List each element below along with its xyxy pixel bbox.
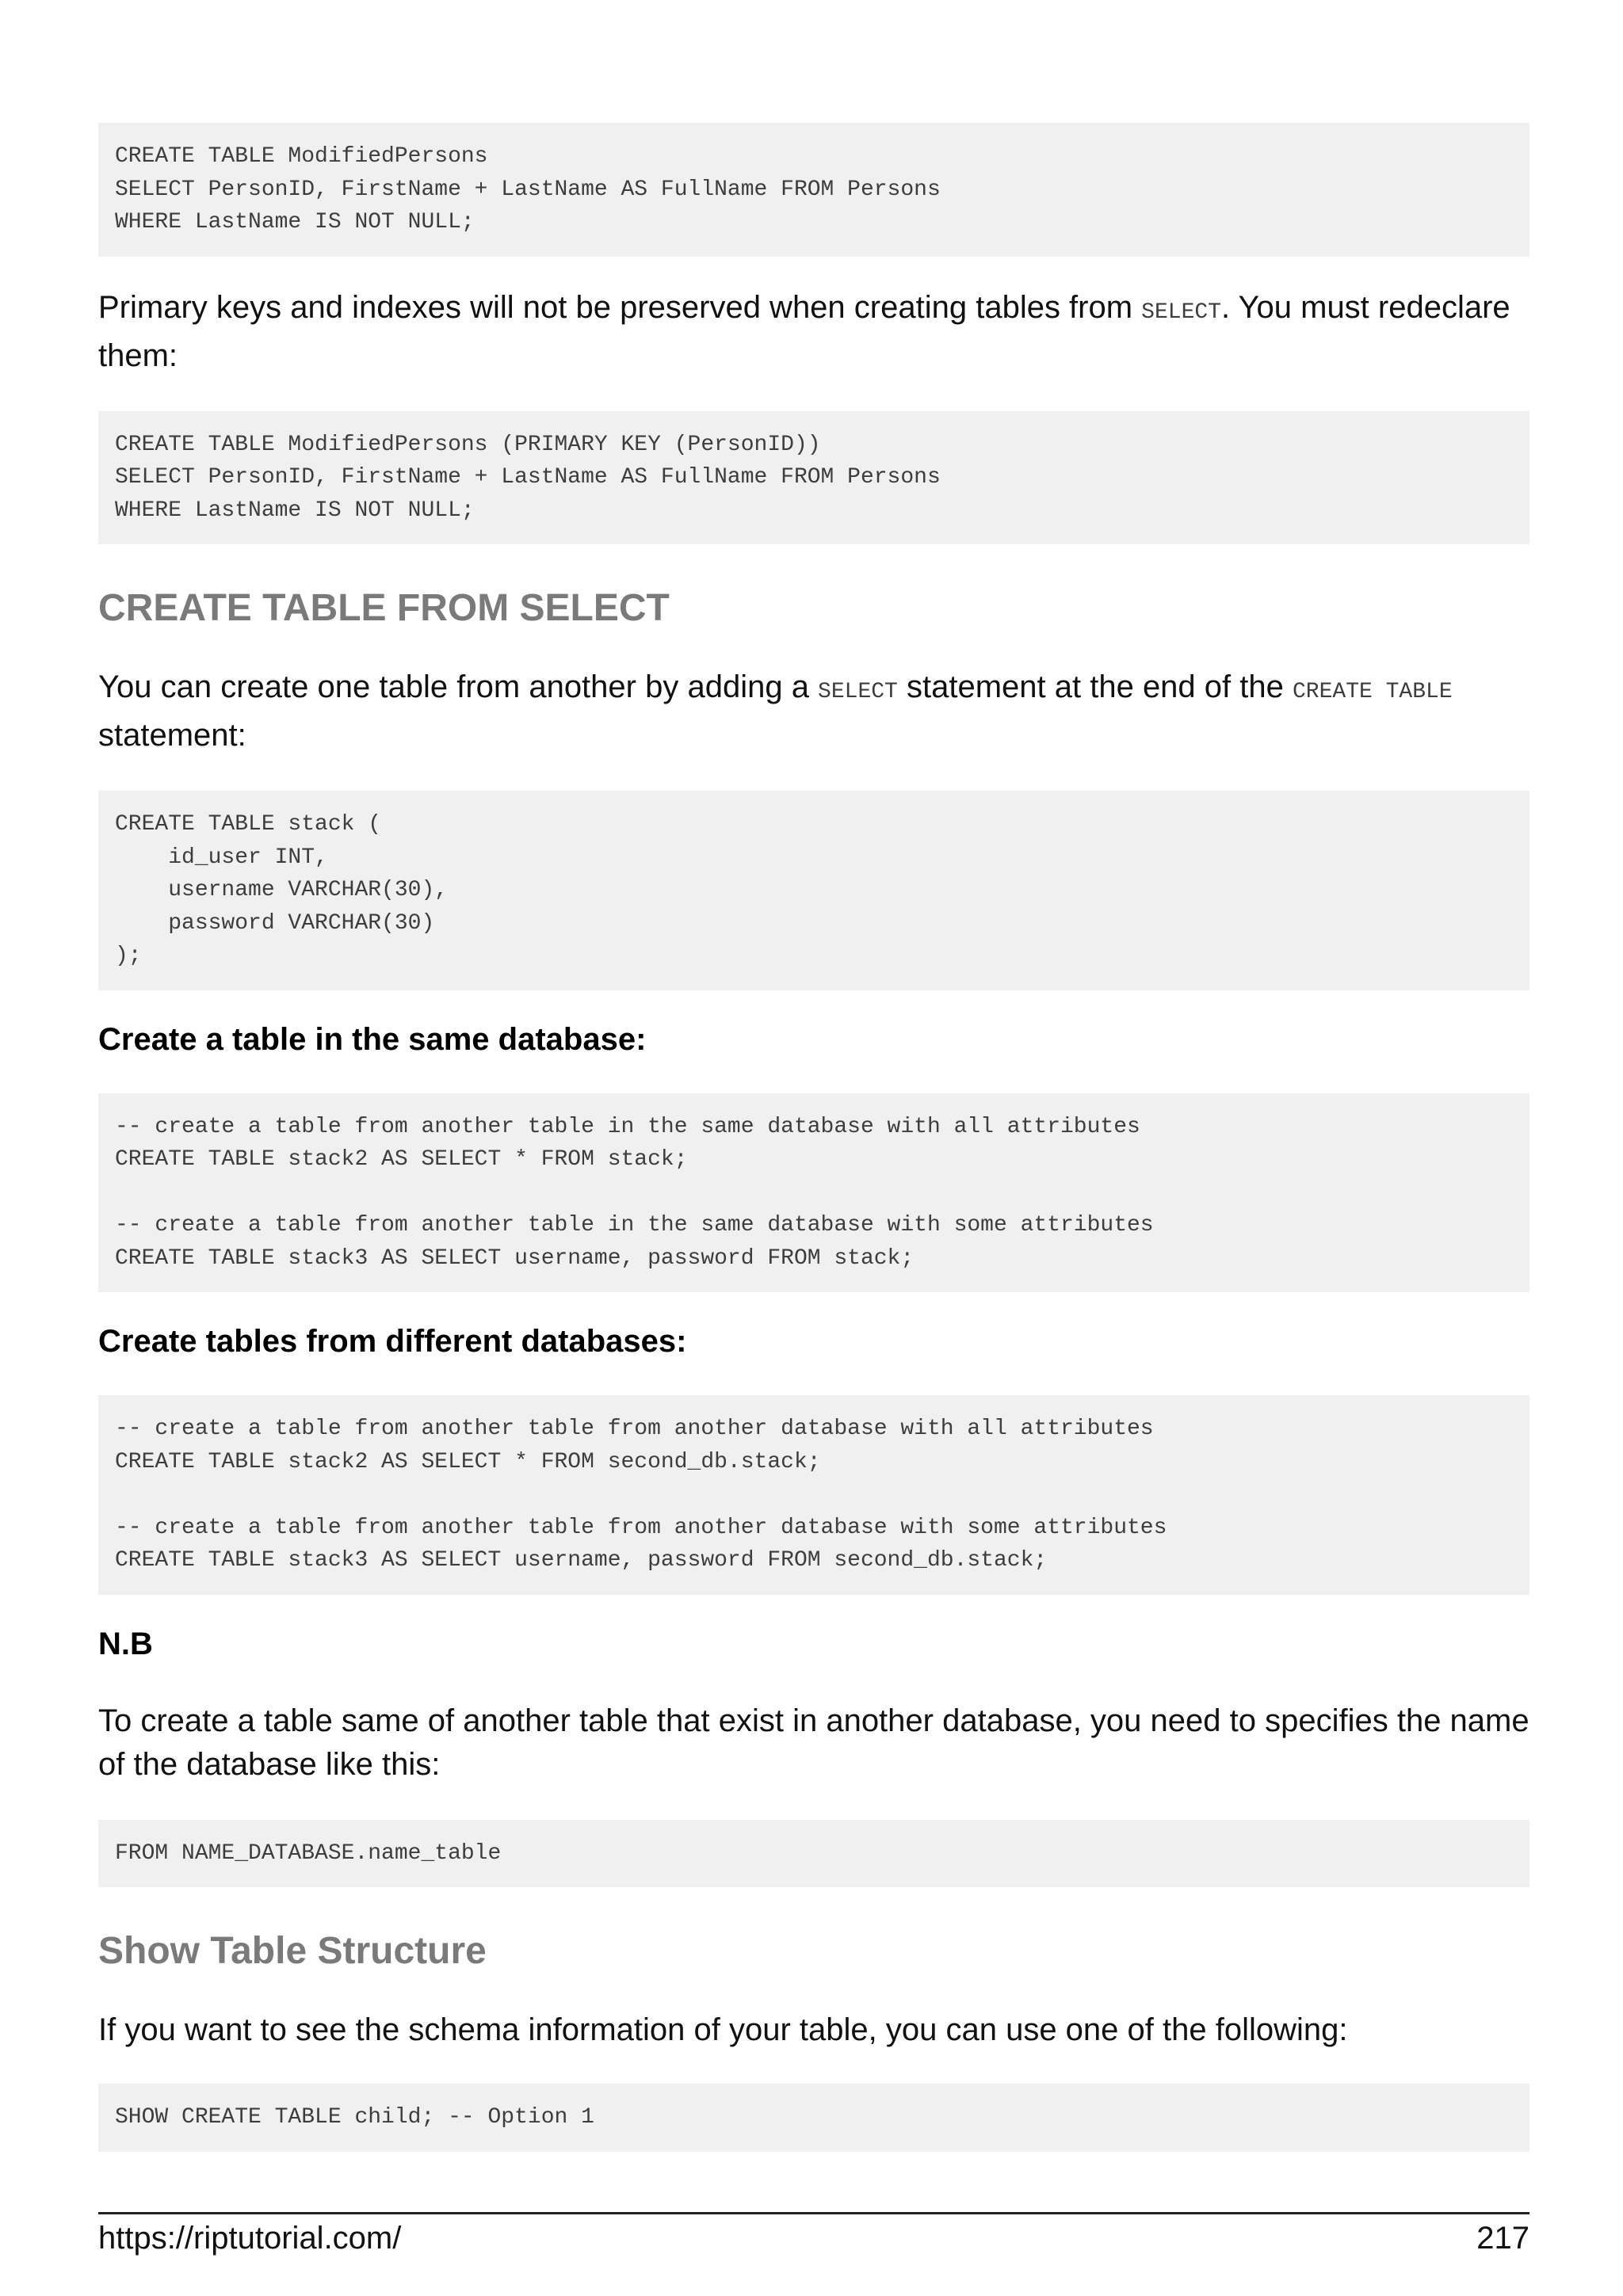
footer-divider [98, 2212, 1529, 2214]
paragraph-text: You can create one table from another by adding a [98, 669, 819, 704]
paragraph-text: statement at the end of the [897, 669, 1293, 704]
footer-url: https://riptutorial.com/ [98, 2221, 402, 2256]
section-heading-create-table-from-select: CREATE TABLE FROM SELECT [98, 587, 670, 629]
subheading-nb: N.B [98, 1626, 153, 1661]
paragraph-nb-note: To create a table same of another table that exist in another database, you need to specifies the name of the database like this: [98, 1703, 1529, 1782]
code-block-same-database: -- create a table from another table in the same database with all attributes CREATE TABLE stack2 AS SELECT * FROM stack; -- create a table from another table in the same database with some attributes CREATE TABLE stack3 AS SELECT username, password FROM stack; [98, 1093, 1529, 1293]
section-heading-show-table-structure: Show Table Structure [98, 1930, 487, 1972]
page-number: 217 [1476, 2221, 1529, 2256]
code-block-create-modified-persons: CREATE TABLE ModifiedPersons SELECT PersonID, FirstName + LastName AS FullName FROM Persons WHERE LastName IS NOT NULL; [98, 123, 1529, 257]
paragraph-schema-information: If you want to see the schema information of your table, you can use one of the following: [98, 2012, 1348, 2047]
code-block-different-databases: -- create a table from another table from another database with all attributes CREATE TABLE stack2 AS SELECT * FROM second_db.stack; -- create a table from another table from another database with some attributes CREATE TABLE stack3 AS SELECT username, password FROM second_db.stack; [98, 1395, 1529, 1595]
code-block-primary-key: CREATE TABLE ModifiedPersons (PRIMARY KEY (PersonID)) SELECT PersonID, FirstName + LastName AS FullName FROM Persons WHERE LastName IS NOT NULL; [98, 411, 1529, 545]
page-footer [98, 2218, 1529, 2258]
subheading-same-database: Create a table in the same database: [98, 1021, 647, 1057]
inline-code-select: SELECT [1141, 299, 1221, 325]
paragraph-primary-keys [98, 286, 1529, 378]
inline-code-select: SELECT [818, 680, 898, 704]
paragraph-text: statement: [98, 718, 246, 753]
code-block-show-create-table: SHOW CREATE TABLE child; -- Option 1 [98, 2084, 1529, 2152]
subheading-different-databases: Create tables from different databases: [98, 1324, 687, 1359]
paragraph-text: Primary keys and indexes will not be preserved when creating tables from [98, 289, 1142, 325]
inline-code-create-table: CREATE TABLE [1292, 680, 1453, 704]
code-block-from-name-database: FROM NAME_DATABASE.name_table [98, 1820, 1529, 1888]
paragraph-create-from-another [98, 666, 1529, 757]
code-block-create-stack: CREATE TABLE stack ( id_user INT, username VARCHAR(30), password VARCHAR(30) ); [98, 791, 1529, 990]
page-content [98, 123, 1529, 2152]
paragraph-text: . You must redeclare them: [98, 289, 1510, 373]
